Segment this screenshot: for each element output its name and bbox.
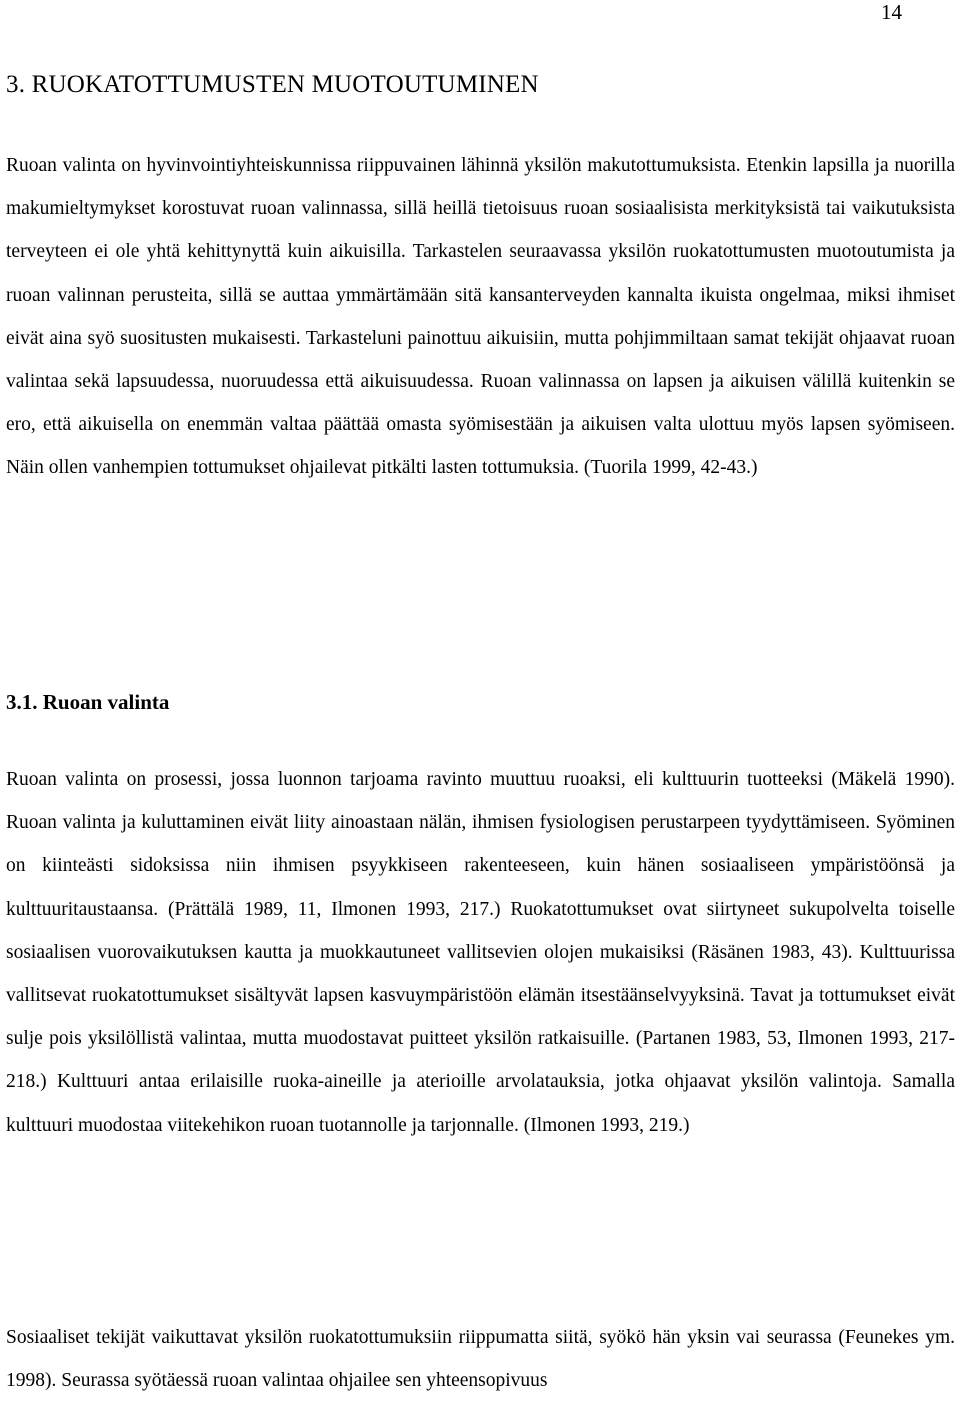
subsection-heading: 3.1. Ruoan valinta: [6, 690, 170, 714]
subsection-paragraph-2: Sosiaaliset tekijät vaikuttavat yksilön ruokatottumuksiin riippumatta siitä, syökö hän yksin vai seurassa (Feunekes ym. 1998). Seurassa syötäessä ruoan valintaa ohjailee sen yhteensopivuus: [6, 1327, 955, 1392]
section-paragraph: Ruoan valinta on hyvinvointiyhteiskunnissa riippuvainen lähinnä yksilön makutottumuksista. Etenkin lapsilla ja nuorilla makumieltymykset korostuvat ruoan valinnassa, sillä heillä tietoisuus ruoan sosiaalisista merkityksistä tai vaikutuksista terveyteen ei ole yhtä kehittynyttä kuin aikuisilla. Tarkastelen seuraavassa yksilön ruokatottumusten muotoutumista ja ruoan valinnan perusteita, sillä se auttaa ymmärtämään sitä kansanterveyden kannalta ikuista ongelmaa, miksi ihmiset eivät aina syö suositusten mukaisesti. Tarkasteluni painottuu aikuisiin, mutta pohjimmiltaan samat tekijät ohjaavat ruoan valintaa sekä lapsuudessa, nuoruudessa että aikuisuudessa. Ruoan valinnassa on lapsen ja aikuisen välillä kuitenkin se ero, että aikuisella on enemmän valtaa päättää omasta syömisestään ja aikuisen valta ulottuu myös lapsen syömiseen. Näin ollen vanhempien tottumukset ohjailevat pitkälti lasten tottumuksia. (Tuorila 1999, 42-43.): [6, 155, 955, 479]
section-heading: 3. RUOKATOTTUMUSTEN MUOTOUTUMINEN: [6, 71, 539, 98]
page-number: 14: [881, 0, 902, 24]
subsection-paragraph-1: Ruoan valinta on prosessi, jossa luonnon tarjoama ravinto muuttuu ruoaksi, eli kulttuurin tuotteeksi (Mäkelä 1990). Ruoan valinta ja kuluttaminen eivät liity ainoastaan nälän, ihmisen fysiologisen perustarpeen tyydyttämiseen. Syöminen on kiinteästi sidoksissa niin ihmisen psyykkiseen rakenteeseen, kuin hänen sosiaaliseen ympäristöönsä ja kulttuuritaustaansa. (Prättälä 1989, 11, Ilmonen 1993, 217.) Ruokatottumukset ovat siirtyneet sukupolvelta toiselle sosiaalisen vuorovaikutuksen kautta ja muokkautuneet vallitsevien olojen mukaisiksi (Räsänen 1983, 43). Kulttuurissa vallitsevat ruokatottumukset sisältyvät lapsen kasvuympäristöön elämän itsestäänselvyyksinä. Tavat ja tottumukset eivät sulje pois yksilöllistä valintaa, mutta muodostavat puitteet yksilön ratkaisuille. (Partanen 1983, 53, Ilmonen 1993, 217-218.) Kulttuuri antaa erilaisille ruoka-aineille ja aterioille arvolatauksia, jotka ohjaavat yksilön valintoja. Samalla kulttuuri muodostaa viitekehikon ruoan tuotannolle ja tarjonnalle. (Ilmonen 1993, 219.): [6, 769, 955, 1136]
